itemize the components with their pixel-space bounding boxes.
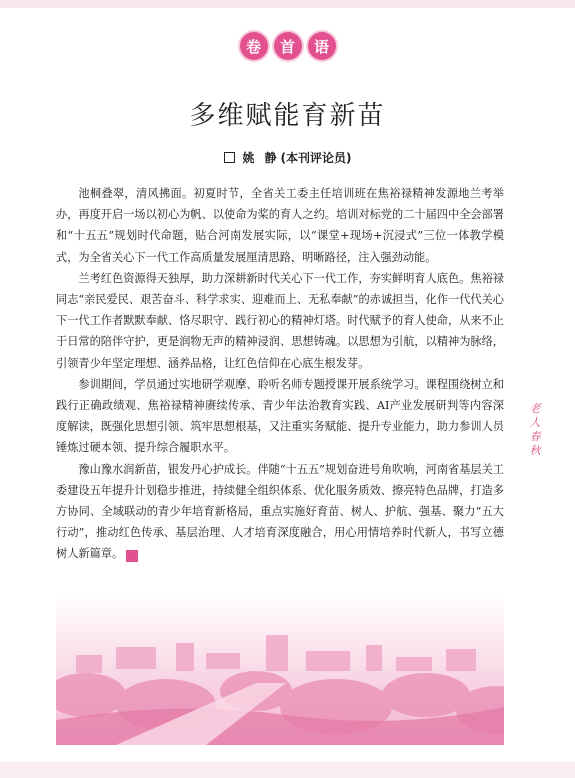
author-name: 姚静	[242, 151, 287, 165]
side-label-char: 人	[529, 416, 541, 429]
landscape-illustration	[56, 595, 504, 745]
article-title: 多维赋能育新苗	[189, 101, 386, 131]
column-badge-1: 卷	[240, 32, 268, 60]
byline-box-icon	[224, 152, 235, 163]
article-paragraph-1: 池桐叠翠，清风拂面。初夏时节，全省关工委主任培训班在焦裕禄精神发源地兰考举办，再度开启一场以初心为帆、以使命为桨的育人之约。培训对标党的二十届四中全会部署和“十五五”规划时代命题，贴合河南发展实际，以“课堂+现场+沉浸式”三位一体教学模式，为全省关心下一代工作高质量发展厘清思路，明晰路径，注入强劲动能。	[56, 187, 504, 264]
side-label-char: 秋	[529, 444, 541, 457]
column-badge-3: 语	[308, 32, 336, 60]
byline	[0, 149, 575, 166]
landscape-photo	[56, 595, 504, 745]
article-paragraph-3: 参训期间，学员通过实地研学观摩、聆听名师专题授课开展系统学习。课程围绕树立和践行正确政绩观、焦裕禄精神赓续传承、青少年法治教育实践、AI产业发展研判等内容深度解读，既强化思想引领、筑牢思想根基，又注重实务赋能、提升专业能力，助力参训人员锤炼过硬本领、提升综合履职水平。	[56, 377, 504, 455]
article-paragraph-2: 兰考红色资源得天独厚，助力深耕新时代关心下一代工作，夯实鲜明育人底色。焦裕禄同志“亲民爱民、艰苦奋斗、科学求实、迎难而上、无私奉献”的赤诚担当，化作一代代关心下一代工作者默默奉献、恪尽职守、践行初心的精神灯塔。时代赋予的育人使命，从来不止于日常的陪伴守护，更是润物无声的精神浸润、思想铸魂。以思想为引航，以精神为脉络，引领青少年坚定理想、涵养品格，让红色信仰在心底生根发芽。	[56, 271, 504, 370]
column-header	[0, 32, 575, 60]
author-role: (本刊评论员)	[280, 151, 352, 165]
article-paragraph-4	[56, 459, 504, 565]
end-mark-icon: ★	[126, 550, 138, 562]
page-top-band	[0, 0, 575, 8]
side-label-char: 春	[529, 430, 541, 443]
article-paragraph-4-text: 豫山豫水润新苗，银发丹心护成长。伴随“十五五”规划奋进号角吹响，河南省基层关工委建设五年提升计划稳步推进，持续健全组织体系、优化服务质效、擦亮特色品牌，打造多方协同、全域联动的青少年培育新格局，重点实施好育苗、树人、护航、强基、聚力“五大行动”，推动红色传承、基层治理、人才培育深度融合，用心用情培养时代新人，书写立德树人新篇章。	[56, 462, 504, 561]
article-body	[56, 183, 504, 565]
column-badge-2: 首	[274, 32, 302, 60]
magazine-side-label	[525, 402, 545, 458]
side-label-char: 老	[529, 402, 541, 415]
page-bottom-band	[0, 762, 575, 778]
